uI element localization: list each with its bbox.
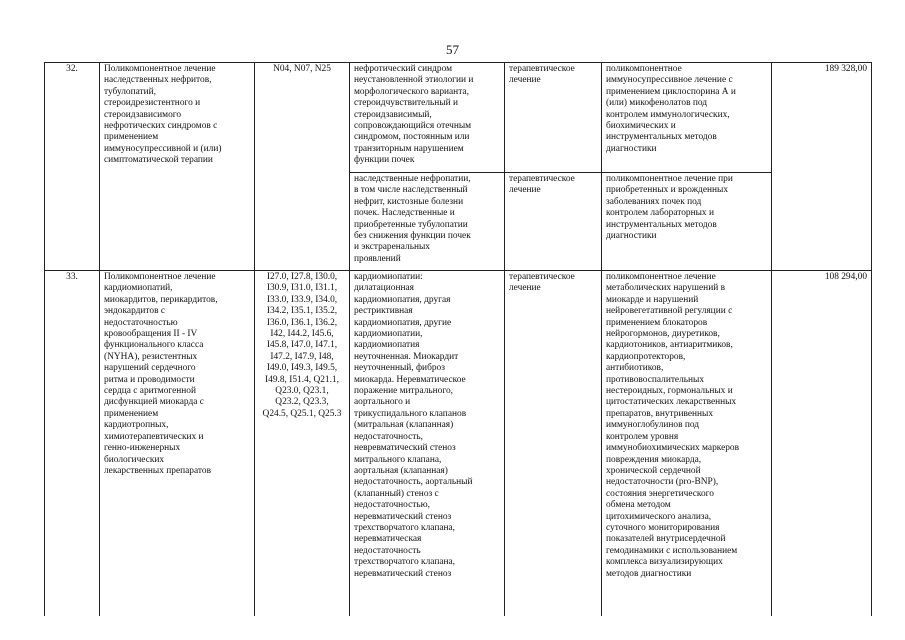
table-row — [45, 63, 872, 173]
price-value: 189 328,00 — [772, 63, 872, 271]
icd-codes: N04, N07, N25 — [255, 63, 350, 271]
treatment-name: Поликомпонентное лечение наследственных нефритов, тубулопатий, стероидрезистентного и стероидзависимого нефротических синдромов с применением иммуносупрессивной и (или) симптоматической терапии — [100, 63, 255, 271]
treatment-method: поликомпонентное иммуносупрессивное лечение с применением циклоспорина А и (или) микофенолатов под контролем иммунологических, биохимических и инструментальных методов диагностики — [602, 63, 772, 173]
table-row — [45, 271, 872, 616]
patient-model: наследственные нефропатии, в том числе наследственный нефрит, кистозные болезни почек. Наследственные и приобретенные тубулопатии без снижения функции почек и экстраренальных проявлений — [350, 173, 505, 271]
treatment-method: поликомпонентное лечение при приобретенных и врожденных заболеваниях почек под контролем лабораторных и инструментальных методов диагностики — [602, 173, 772, 271]
row-number: 32. — [45, 63, 100, 271]
row-number: 33. — [45, 271, 100, 616]
treatment-name: Поликомпонентное лечение кардиомиопатий, миокардитов, перикардитов, эндокардитов с недостаточностью кровообращения II - IV функционального класса (NYHA), резистентных нарушений сердечного ритма и проводимости сердца с аритмогенной дисфункцией миокарда с применением кардиотропных, химиотерапевтических и генно-инженерных биологических лекарственных препаратов — [100, 271, 255, 616]
treatment-method: поликомпонентное лечение метаболических нарушений в миокарде и нарушений нейровегетативной регуляции с применением блокаторов нейрогормонов, диуретиков, кардиотоников, антиаритмиков, кардиопротекторов, антибиотиков, противовоспалительных нестероидных, гормональных и цитостатических лекарственных препаратов, внутривенных иммуноглобулинов под контролем уровня иммунобиохимических маркеров повреждения миокарда, хронической сердечной недостаточности (pro-BNP), состояния энергетического обмена методом цитохимического анализа, суточного мониторирования показателей внутрисердечной гемодинамики с использованием комплекса визуализирующих методов диагностики — [602, 271, 772, 616]
patient-model: кардиомиопатии: дилатационная кардиомиопатия, другая рестриктивная кардиомиопатия, другие кардиомиопатии, кардиомиопатия неуточненная. Миокардит неуточненный, фиброз миокарда. Неревматическое поражение митрального, аортального и трикуспидального клапанов (митральная (клапанная) недостаточность, невревматический стеноз митрального клапана, аортальная (клапанная) недостаточность, аортальный (клапанный) стеноз с недостаточностью, неревматический стеноз трехстворчатого клапана, неревматическая недостаточность трехстворчатого клапана, неревматический стеноз — [350, 271, 505, 616]
treatment-table — [44, 62, 872, 616]
treatment-type: терапевтическое лечение — [505, 63, 602, 173]
patient-model: нефротический синдром неустановленной этиологии и морфологического варианта, стероидчувствительный и стероидзависимый, сопровождающийся отечным синдромом, постоянным или транзиторным нарушением функции почек — [350, 63, 505, 173]
page-number: 57 — [446, 42, 459, 57]
treatment-type: терапевтическое лечение — [505, 173, 602, 271]
icd-codes: I27.0, I27.8, I30.0, I30.9, I31.0, I31.1, I33.0, I33.9, I34.0, I34.2, I35.1, I35.2, I36.0, I36.1, I36.2, I42, I44.2, I45.6, I45.8, I47.0, I47.1, I47.2, I47.9, I48, I49.0, I49.3, I49.5, I49.8, I51.4, Q21.1, Q23.0, Q23.1, Q23.2, Q23.3, Q24.5, Q25.1, Q25.3 — [255, 271, 350, 616]
price-value: 108 294,00 — [772, 271, 872, 616]
treatment-type: терапевтическое лечение — [505, 271, 602, 616]
